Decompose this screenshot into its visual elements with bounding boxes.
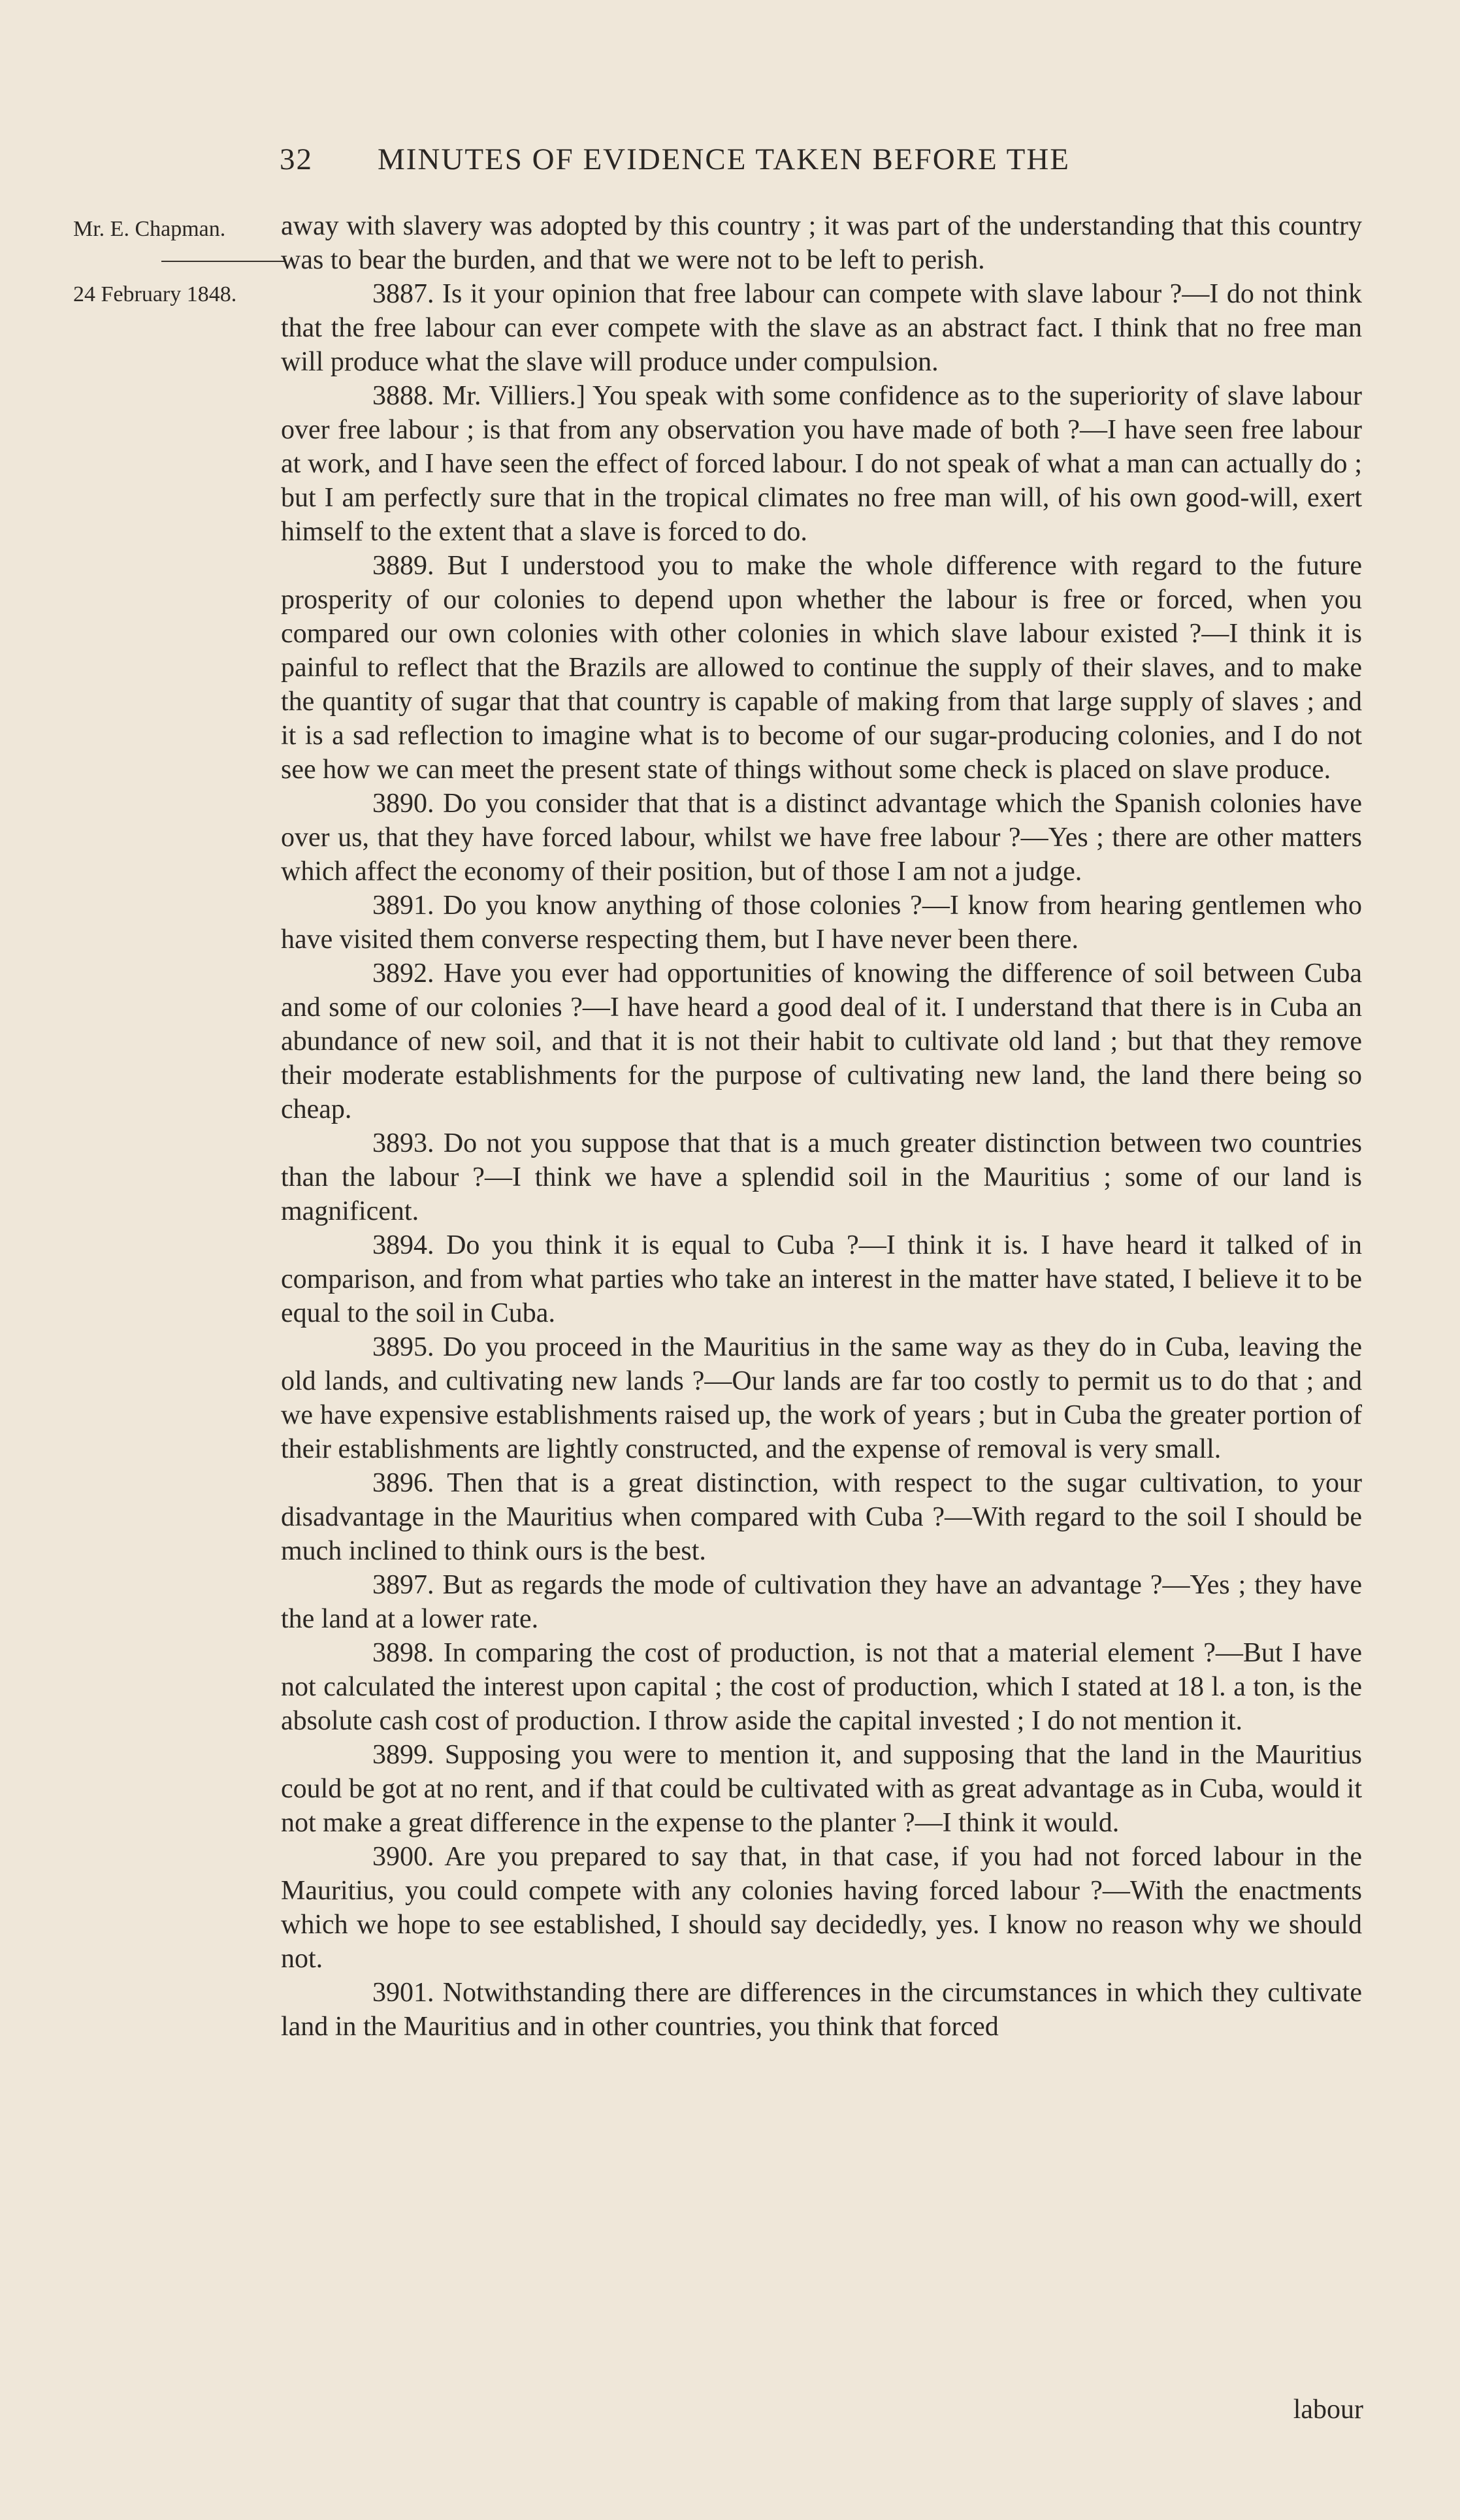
paragraph: 3890. Do you consider that that is a distinct advantage which the Spanish colonies have over us, that they have forced labour, whilst we have free labour ?—Yes ; there are other matters which affect the economy of their position, but of those I am not a judge. [281, 789, 1362, 887]
margin-notes [73, 212, 269, 312]
paragraph: 3892. Have you ever had opportunities of knowing the difference of soil between Cuba and some of our colonies ?—I have heard a good deal of it. I understand that there is in Cuba an abundance of new soil, and that it is not their habit to cultivate old land ; but that they remove their moderate establishments for the purpose of cultivating new land, the land there being so cheap. [281, 958, 1362, 1124]
paragraph: 3898. In comparing the cost of production, is not that a material element ?—But I have not calculated the interest upon capital ; the cost of production, which I stated at 18 l. a ton, is the absolute cash cost of production. I throw aside the capital invested ; I do not mention it. [281, 1638, 1362, 1736]
catchword: labour [1293, 2395, 1363, 2425]
paragraph: 3900. Are you prepared to say that, in that case, if you had not forced labour in the Mauritius, you could compete with any colonies having forced labour ?—With the enactments which we hope to see established, I should say decidedly, yes. I know no reason why we should not. [281, 1842, 1362, 1974]
paragraph: 3899. Supposing you were to mention it, and supposing that the land in the Mauritius could be got at no rent, and if that could be cultivated with as great advantage as in Cuba, would it not make a great difference in the expense to the planter ?—I think it would. [281, 1740, 1362, 1838]
paragraph: 3895. Do you proceed in the Mauritius in the same way as they do in Cuba, leaving the old lands, and cultivating new lands ?—Our lands are far too costly to permit us to do that ; and we have expensive establishments raised up, the work of years ; but in Cuba the greater portion of their establishments are lightly constructed, and the expense of removal is very small. [281, 1332, 1362, 1464]
paragraph: 3894. Do you think it is equal to Cuba ?—I think it is. I have heard it talked of in comparison, and from what parties who take an interest in the matter have stated, I believe it to be equal to the soil in Cuba. [281, 1230, 1362, 1328]
paragraph: 3896. Then that is a great distinction, with respect to the sugar cultivation, to your disadvantage in the Mauritius when compared with Cuba ?—With regard to the soil I should be much inclined to think ours is the best. [281, 1468, 1362, 1566]
paragraph: away with slavery was adopted by this country ; it was part of the understanding that this country was to bear the burden, and that we were not to be left to perish. [281, 211, 1362, 275]
witness-name: Mr. E. Chapman. [73, 217, 226, 241]
paragraph: 3887. Is it your opinion that free labour can compete with slave labour ?—I do not think that the free labour can ever compete with the slave as an abstract fact. I think that no free man will produce what the slave will produce under compulsion. [281, 279, 1362, 377]
paragraph: 3893. Do not you suppose that that is a much greater distinction between two countries than the labour ?—I think we have a splendid soil in the Mauritius ; some of our land is magnificent. [281, 1128, 1362, 1226]
paragraph: 3888. Mr. Villiers.] You speak with some confidence as to the superiority of slave labour over free labour ; is that from any observation you have made of both ?—I have seen free labour at work, and I have seen the effect of forced labour. I do not speak of what a man can actually do ; but I am perfectly sure that in the tropical climates no free man will, of his own good-will, exert himself to the extent that a slave is forced to do. [281, 381, 1362, 547]
paragraph: 3889. But I understood you to make the whole difference with regard to the future prosperity of our colonies to depend upon whether the labour is free or forced, when you compared our own colonies with other colonies in which slave labour existed ?—I think it is painful to reflect that the Brazils are allowed to continue the supply of their slaves, and to make the quantity of sugar that that country is capable of making from that large supply of slaves ; and it is a sad reflection to imagine what is to become of our sugar-producing colonies, and I do not see how we can meet the present state of things without some check is placed on slave produce. [281, 551, 1362, 785]
paragraph: 3891. Do you know anything of those colonies ?—I know from hearing gentlemen who have visited them converse respecting them, but I have never been there. [281, 891, 1362, 955]
paragraph: 3897. But as regards the mode of cultivation they have an advantage ?—Yes ; they have the land at a lower rate. [281, 1570, 1362, 1634]
margin-rule [161, 261, 285, 262]
page-number: 32 [280, 142, 313, 176]
body-text [281, 209, 1362, 2044]
running-head [280, 139, 1240, 180]
evidence-date: 24 February 1848. [73, 282, 237, 306]
paragraph: 3901. Notwithstanding there are differences in the circumstances in which they cultivate land in the Mauritius and in other countries, you think that forced [281, 1978, 1362, 2042]
page-title: MINUTES OF EVIDENCE TAKEN BEFORE THE [378, 142, 1071, 176]
